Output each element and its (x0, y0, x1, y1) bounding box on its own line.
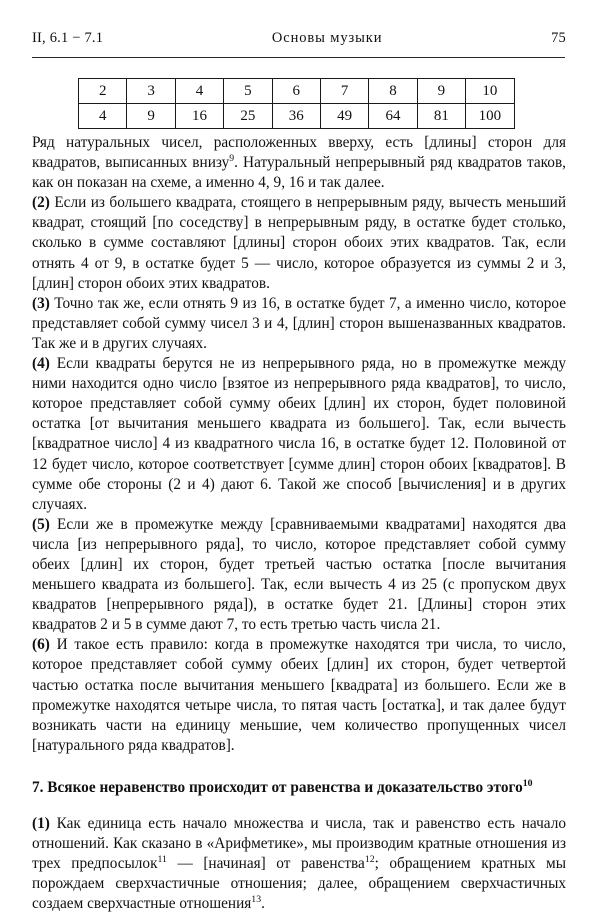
paragraph-2 (32, 193, 566, 293)
section-paragraph-1-text-b: — [начиная] от равенства (166, 855, 365, 873)
table-cell: 3 (127, 79, 175, 104)
section-paragraph-1 (32, 814, 566, 914)
table-row (79, 79, 515, 104)
running-head-reference: II, 6.1 − 7.1 (32, 30, 104, 46)
table-cell: 25 (224, 104, 272, 129)
table-cell: 4 (175, 79, 223, 104)
paragraph-6-number: (6) (32, 636, 50, 654)
paragraph-5-text: Если же в промежутке между [сравниваемыми квадратами] находятся два числа [из непрерывного ряда], то число, которое представляет собой сумму обеих [длин] их сторон, будет третьей частью остатка [после вычитания меньшего квадрата из большего]. Так, если вычесть 4 из 25 (с пропуском двух квадратов [непрерывного ряда]), в остатке будет 21. [Длины] сторон этих квадратов 2 и 5 в сумме дают 7, то есть третью часть числа 21. (32, 515, 567, 634)
footnote-marker-11: 11 (157, 854, 167, 866)
table-cell: 49 (320, 104, 368, 129)
table-cell: 4 (79, 104, 127, 129)
table-cell: 2 (79, 79, 127, 104)
paragraph-2-text: Если из большего квадрата, стоящего в непрерывным ряду, вычесть меньший квадрат, стоящий [по соседству] в непрерывным ряду, в остатке будет столько, сколько в сумме составляют [длины] сторон обоих этих квадратов. Так, если отнять 4 от 9, в остатке будет 5 — число, которое образуется из суммы 2 и 3, [длин] сторон обоих этих квадратов. (32, 194, 567, 292)
table-cell: 36 (272, 104, 320, 129)
table-cell: 9 (417, 79, 465, 104)
table-cell: 6 (272, 79, 320, 104)
table-row (79, 104, 515, 129)
footnote-marker-10: 10 (522, 777, 533, 789)
running-head (32, 30, 566, 52)
table-cell: 16 (175, 104, 223, 129)
section-paragraph-1-text-c: ; обращением кратных мы порождаем сверхчастичные отношения; далее, обращением сверхчастичных создаем сверхчастные отношения (32, 855, 567, 913)
table-cell: 10 (466, 79, 514, 104)
paragraph-6-text: И такое есть правило: когда в промежутке находятся три числа, то число, которое представляет собой сумму обеих [длин] их сторон, будет четвертой частью остатка после вычитания меньшего [квадрата] из большего. Если же в промежутке находятся четыре числа, то пятая часть [остатка], и так далее будут возникать части на единицу меньшие, чем количество пропущенных чисел [натурального ряда квадратов]. (32, 636, 566, 754)
header-rule (32, 57, 565, 58)
table-cell: 81 (417, 104, 465, 129)
page-number: 75 (551, 30, 566, 46)
footnote-marker-12: 12 (364, 854, 375, 866)
table-cell: 64 (369, 104, 417, 129)
paragraph-intro-rest: . Натуральный непрерывный ряд квадратов таков, как он показан на схеме, а именно 4, 9, 16 и так далее. (32, 154, 567, 192)
table-cell: 7 (320, 79, 368, 104)
paragraph-4-text: Если квадраты берутся не из непрерывного ряда, но в промежутке между ними находится одно число [взятое из непрерывного ряда квадратов], то число, которое представляет собой сумму обеих [длин] их сторон, будет половиной остатка [от вычитания меньшего квадрата из большего]. Так, если вычесть [квадратное число] 4 из квадратного числа 16, в остатке будет 12. Половиной от 12 будет число, которое соответствует [сумме длин] сторон обоих [квадратов]. В сумме обе стороны (2 и 4) дают 6. Такой же способ [вычисления] и в других случаях. (32, 355, 567, 513)
squares-table (78, 78, 515, 129)
running-head-title: Основы музыки (271, 30, 383, 46)
paragraph-3-text: Точно так же, если отнять 9 из 16, в остатке будет 7, а именно число, которое представляет собой сумму чисел 3 и 4, [длин] сторон вышеназванных квадратов. Так же и в других случаях. (32, 294, 566, 352)
table-cell: 100 (466, 104, 514, 129)
paragraph-2-number: (2) (32, 194, 50, 212)
paragraph-3-number: (3) (32, 294, 50, 312)
paragraph-5-number: (5) (32, 515, 50, 533)
table-cell: 5 (224, 79, 272, 104)
section-paragraph-1-text-a: Как единица есть начало множества и числа, так и равенство есть начало отношений. Как сказано в «Арифметике», мы производим кратные отношения из трех предпосылок (32, 815, 566, 873)
table-cell: 9 (127, 104, 175, 129)
footnote-marker-13: 13 (251, 894, 262, 906)
squares-table-container (78, 78, 515, 129)
footnote-marker-9: 9 (229, 153, 235, 164)
paragraph-6 (32, 635, 566, 756)
table-cell: 8 (369, 79, 417, 104)
paragraph-4-number: (4) (32, 355, 50, 373)
paragraph-4 (32, 354, 566, 515)
section-paragraph-1-text-d: . (261, 895, 265, 913)
paragraph-3 (32, 294, 566, 354)
section-paragraph-1-number: (1) (32, 815, 50, 832)
paragraph-intro-text: Ряд натуральных чисел, расположенных вверху, есть [длины] сторон для квадратов, выписанных внизу (32, 134, 566, 172)
section-heading (32, 778, 566, 798)
paragraph-5 (32, 515, 566, 636)
body-text (32, 133, 566, 914)
paragraph-intro (32, 133, 566, 193)
section-heading-text: 7. Всякое неравенство происходит от равенства и доказательство этого (32, 778, 523, 796)
